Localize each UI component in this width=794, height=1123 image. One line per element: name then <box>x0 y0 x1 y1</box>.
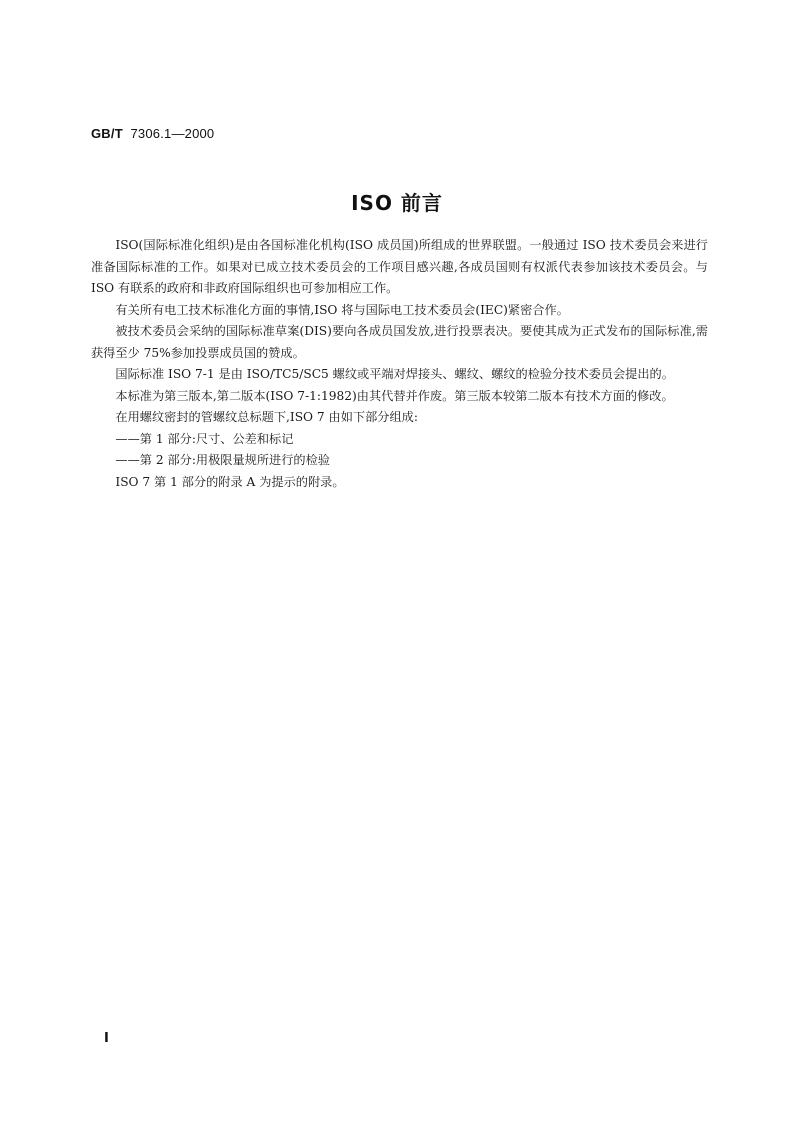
paragraph-edition: 本标准为第三版本,第二版本(ISO 7-1:1982)由其代替并作废。第三版本较第二版本有技术方面的修改。 <box>115 388 674 403</box>
paragraph-parts-intro: 在用螺纹密封的管螺纹总标题下,ISO 7 由如下部分组成: <box>115 410 418 424</box>
paragraph-dis-voting: 被技术委员会采纳的国际标准草案(DIS)要向各成员国发放,进行投票表决。要使其成为正式发布的国际标准,需获得至少 75%参加投票成员国的赞成。 <box>91 324 708 360</box>
paragraph-iso-intro: ISO(国际标准化组织)是由各国标准化机构(ISO 成员国)所组成的世界联盟。一般通过 ISO 技术委员会来进行准备国际标准的工作。如果对已成立技术委员会的工作项目感兴趣,各成员国则有权派代表参加该技术委员会。与 ISO 有联系的政府和非政府国际组织也可参加相应工作。 <box>91 238 708 295</box>
page-number: I <box>104 1031 109 1046</box>
list-item-part-1: ——第 1 部分:尺寸、公差和标记 <box>115 431 294 446</box>
standard-number: 7306.1—2000 <box>130 126 215 141</box>
standard-code <box>91 126 214 141</box>
paragraph-annex: ISO 7 第 1 部分的附录 A 为提示的附录。 <box>115 474 345 489</box>
document-body <box>91 235 708 493</box>
paragraph-iso7-1-origin: 国际标准 ISO 7-1 是由 ISO/TC5/SC5 螺纹或平端对焊接头、螺纹、螺纹的检验分技术委员会提出的。 <box>115 367 674 381</box>
list-item-part-2: ——第 2 部分:用极限量规所进行的检验 <box>115 453 330 467</box>
paragraph-iec-cooperation: 有关所有电工技术标准化方面的事情,ISO 将与国际电工技术委员会(IEC)紧密合作。 <box>115 302 569 317</box>
standard-prefix: GB/T <box>91 126 123 141</box>
page-title: ISO 前言 <box>351 191 443 215</box>
